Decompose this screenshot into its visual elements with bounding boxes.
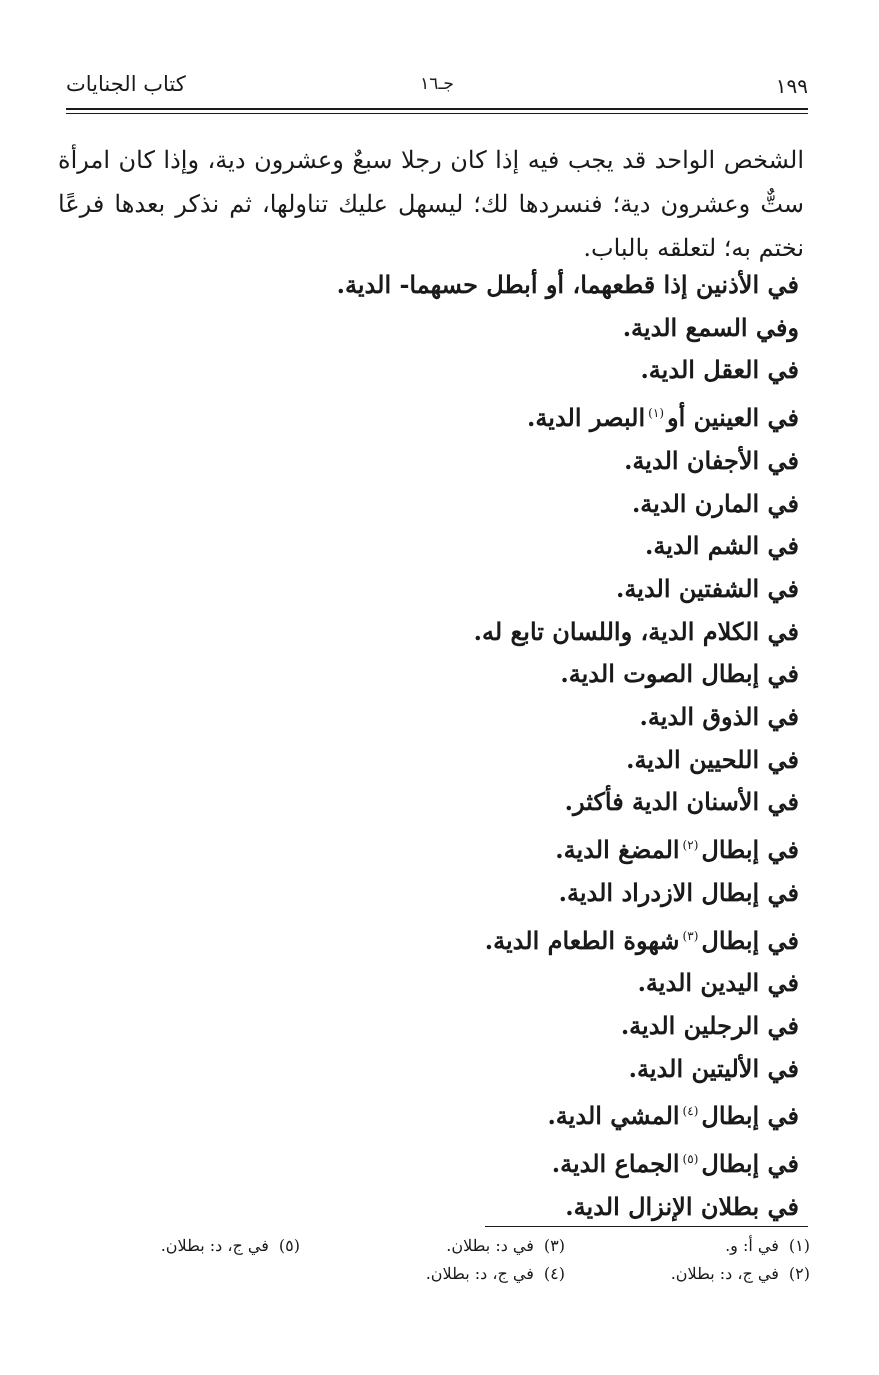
intro-paragraph xyxy=(58,138,804,270)
footnote-ref: (٢) xyxy=(682,838,699,853)
list-item: في إبطال$^{(٢)}$المضغ الدية. xyxy=(555,835,799,865)
list-item: في الرجلين الدية. xyxy=(620,1010,799,1040)
footnotes xyxy=(80,1236,810,1306)
header-rule-thick xyxy=(66,108,808,110)
footnote-ref: (٣) xyxy=(682,928,699,943)
footnote-rule xyxy=(485,1226,808,1227)
footnote-ref: (٤) xyxy=(682,1104,699,1119)
list-item: في المارن الدية. xyxy=(631,488,799,518)
list-item: في إبطال الصوت الدية. xyxy=(560,659,799,689)
list-item: في الشم الدية. xyxy=(644,531,799,561)
footnote: (٤)في ج، د: بطلان. xyxy=(425,1264,565,1283)
diyah-list xyxy=(99,264,799,1228)
running-header xyxy=(66,70,808,104)
list-item: في الكلام الدية، واللسان تابع له. xyxy=(473,616,799,646)
footnote: (١)في أ: و. xyxy=(725,1236,810,1255)
list-item: في إبطال$^{(٤)}$المشي الدية. xyxy=(547,1101,799,1131)
list-item: في إبطال$^{(٥)}$الجماع الدية. xyxy=(551,1149,799,1179)
list-item: في الأذنين إذا قطعهما، أو أبطل حسهما- الدية. xyxy=(336,270,799,299)
list-item: في الذوق الدية. xyxy=(639,702,799,732)
list-item: في إبطال الازدراد الدية. xyxy=(558,877,799,907)
footnote: (٣)في د: بطلان. xyxy=(446,1236,565,1255)
intro-text: الشخص الواحد قد يجب فيه إذا كان رجلا سبعٌ وعشرون دية، وإذا كان امرأة ستٌّ وعشرون دية؛ فنسردها لك؛ ليسهل عليك تناولها، ثم نذكر بعدها فرعًا نختم به؛ لتعلقه بالباب. xyxy=(58,146,804,262)
list-item: في العقل الدية. xyxy=(640,355,799,385)
footnote: (٢)في ج، د: بطلان. xyxy=(670,1264,810,1283)
book-title: كتاب الجنايات xyxy=(66,72,186,96)
volume-label: جـ١٦ xyxy=(420,74,454,94)
footnote-ref: (٥) xyxy=(682,1152,699,1167)
list-item: وفي السمع الدية. xyxy=(622,312,799,342)
list-item: في الأليتين الدية. xyxy=(628,1053,799,1083)
footnote-ref: (١) xyxy=(648,406,664,421)
list-item: في إبطال$^{(٣)}$شهوة الطعام الدية. xyxy=(484,925,799,955)
header-rule-thin xyxy=(66,113,808,114)
list-item: في بطلان الإنزال الدية. xyxy=(565,1191,799,1221)
list-item: في الشفتين الدية. xyxy=(616,573,799,603)
list-item: في الأسنان الدية فأكثر. xyxy=(564,787,799,817)
list-item: في العينين أو$^{(١)}$البصر الدية. xyxy=(527,403,799,433)
list-item: في اللحيين الدية. xyxy=(626,744,799,774)
page-number: ١٩٩ xyxy=(775,74,808,98)
footnote: (٥)في ج، د: بطلان. xyxy=(160,1236,300,1255)
list-item: في اليدين الدية. xyxy=(637,968,799,998)
list-item: في الأجفان الدية. xyxy=(624,445,799,475)
